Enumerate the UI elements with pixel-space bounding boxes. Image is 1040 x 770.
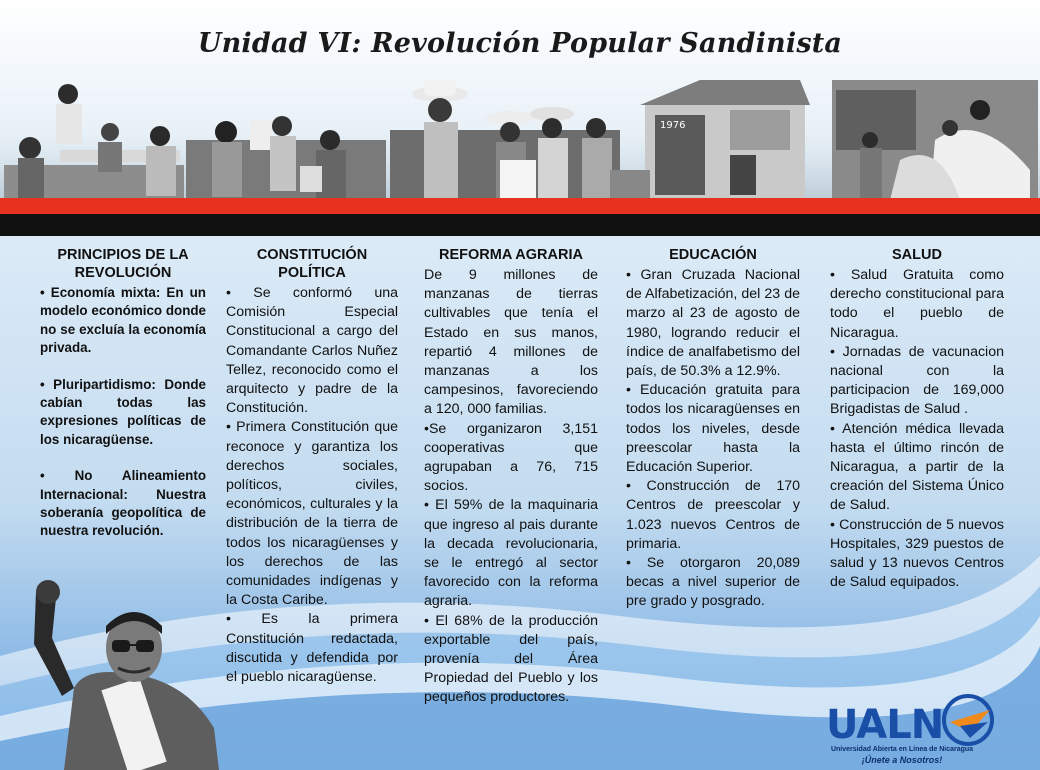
salud-item: • Jornadas de vacunacion nacional con la participacion de 169,000 Brigadistas de Salud . xyxy=(830,343,1004,418)
reforma-heading: REFORMA AGRARIA xyxy=(439,247,583,263)
mural-date: 1976 xyxy=(660,120,686,131)
header-banner xyxy=(0,0,1040,218)
constitucion-heading: CONSTITUCIÓN POLÍTICA xyxy=(256,247,368,281)
logo-slogan: ¡Únete a Nosotros! xyxy=(861,755,943,765)
red-stripe xyxy=(0,198,1040,214)
reforma-item: • El 68% de la producción exportable del país, provenía del Área Propiedad del Pueblo y los pequeños productores. xyxy=(424,612,598,706)
educacion-item: • Gran Cruzada Nacional de Alfabetización, del 23 de marzo al 23 de agosto de 1980, logrando reducir el índice de analfabetismo del país, de 50.3% a 12.9%. xyxy=(626,267,800,380)
salud-column xyxy=(830,246,1004,592)
leader-portrait xyxy=(14,578,224,770)
principio-item: • No Alineamiento Internacional: Nuestra soberanía geopolítica de nuestra revolución. xyxy=(40,468,206,539)
principios-column xyxy=(40,246,206,559)
salud-item: • Atención médica llevada hasta el último rincón de Nicaragua, a partir de la creación del Sistema Único de Salud. xyxy=(830,420,1004,514)
salud-item: • Construcción de 5 nuevos Hospitales, 329 puestos de salud y 13 nuevos Centros de Salud equipados. xyxy=(830,516,1004,591)
principio-item: • Pluripartidismo: Donde cabían todas las expresiones políticas de los nicaragüense. xyxy=(40,376,206,447)
logo-name: UALN xyxy=(826,702,944,748)
constitucion-column xyxy=(226,246,398,687)
reforma-item: •Se organizaron 3,151 cooperativas que agrupaban a 76, 715 socios. xyxy=(424,420,598,495)
educacion-column xyxy=(626,246,800,612)
educacion-heading: EDUCACIÓN xyxy=(669,247,757,263)
logo-subtitle: Universidad Abierta en Línea de Nicaragua xyxy=(830,746,974,753)
page-title: Unidad VI: Revolución Popular Sandinista xyxy=(197,28,843,59)
educacion-item: • Educación gratuita para todos los nicaragüenses en todos los niveles, desde preescolar hasta la Educación Superior. xyxy=(626,382,800,476)
black-stripe xyxy=(0,214,1040,236)
constitucion-item: • Primera Constitución que reconoce y garantiza los derechos sociales, políticos, civiles, económicos, culturales y la distribución de la tierra de todos los nicaragüenses y los derechos de las comunidades indígenas y la Costa Caribe. xyxy=(226,419,398,609)
reforma-item: • El 59% de la maquinaria que ingreso al pais durante la decada revolucionaria, se le entregó al sector favorecido con la reforma agraria. xyxy=(424,497,598,610)
constitucion-item: • Es la primera Constitución redactada, discutida y defendida por el pueblo nicaragüense. xyxy=(226,611,398,686)
educacion-item: • Construcción de 170 Centros de preescolar y 1.023 nuevos Centros de primaria. xyxy=(626,478,800,552)
constitucion-item: • Se conformó una Comisión Especial Constitucional a cargo del Comandante Carlos Nuñez Tellez, reconocido como el arquitecto y padre de la Constitución. xyxy=(226,285,398,417)
header-photo-collage xyxy=(0,70,1040,210)
principios-heading: PRINCIPIOS DE LA REVOLUCIÓN xyxy=(57,247,189,281)
reforma-item: De 9 millones de manzanas de tierras cultivables que tenía el Estado en sus manos, repartió 4 millones de manzanas a los campesinos, favoreciendo a 120, 000 familias. xyxy=(424,267,598,418)
folk-dancers-photo xyxy=(832,80,1038,205)
salud-heading: SALUD xyxy=(892,247,942,263)
principio-item: • Economía mixta: En un modelo económico donde no se excluía la economía privada. xyxy=(40,285,206,356)
campesinos-photo xyxy=(390,80,620,205)
reforma-column xyxy=(424,246,598,708)
educacion-item: • Se otorgaron 20,089 becas a nivel superior de pre grado y posgrado. xyxy=(626,555,800,610)
salud-item: • Salud Gratuita como derecho constitucional para todo el pueblo de Nicaragua. xyxy=(830,267,1004,341)
